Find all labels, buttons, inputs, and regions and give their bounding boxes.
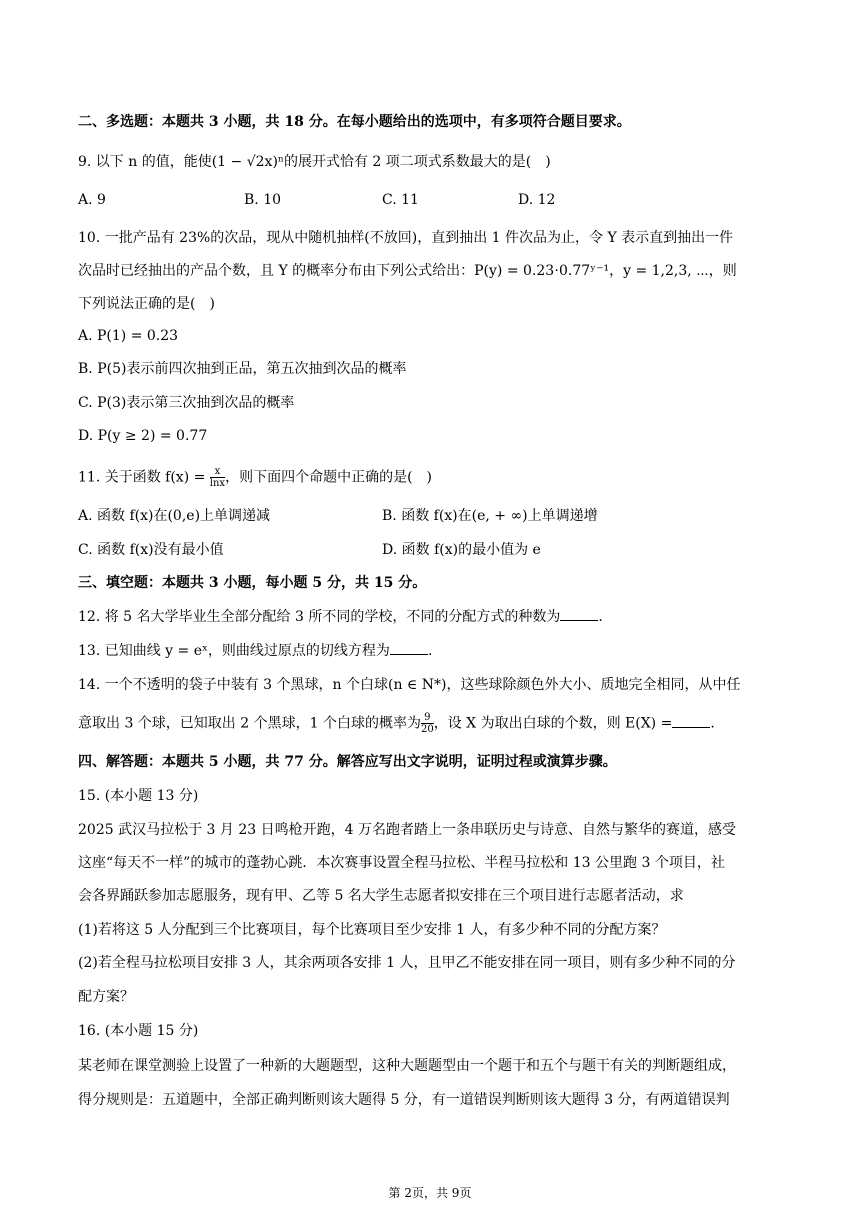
- q16-line: 得分规则是：五道题中，全部正确判断则该大题得 5 分，有一道错误判断则该大题得 3 分，有两道错误判: [78, 1092, 730, 1108]
- q10-stem-line2: 次品时已经抽出的产品个数，且 Y 的概率分布由下列公式给出：P(y) = 0.23⋅0.77ʸ⁻¹，y = 1,2,3, ⋯，则: [78, 263, 737, 279]
- q14-line2: 意取出 3 个球，已知取出 2 个黑球，1 个白球的概率为 $\frac{9}{20}$ ，设 X 为取出白球的个数，则 E(X) = .: [78, 712, 715, 735]
- q10-stem-line3: 下列说法正确的是( ): [78, 296, 215, 312]
- q11-option-d: D. 函数 f(x)的最小值为 e: [382, 542, 541, 558]
- q13: 13. 已知曲线 y = eˣ，则曲线过原点的切线方程为 .: [78, 640, 432, 661]
- section3-header: 三、填空题：本题共 3 小题，每小题 5 分，共 15 分。: [78, 575, 427, 591]
- section2-header: 二、多选题：本题共 3 小题，共 18 分。在每小题给出的选项中，有多项符合题目要求。: [78, 114, 631, 130]
- q11-stem-prefix: 11. 关于函数 f(x) =: [78, 469, 210, 486]
- q9-option-c: C. 11: [382, 192, 419, 208]
- q16-line: 某老师在课堂测验上设置了一种新的大题题型，这种大题题型由一个题干和五个与题干有关的判断题组成，: [78, 1058, 736, 1074]
- q15-line: 2025 武汉马拉松于 3 月 23 日鸣枪开跑，4 万名跑者踏上一条串联历史与诗意、自然与繁华的赛道，感受: [78, 822, 736, 838]
- q9-option-b: B. 10: [244, 192, 282, 208]
- q15-part1: (1)若将这 5 人分配到三个比赛项目，每个比赛项目至少安排 1 人，有多少种不同的分配方案？: [78, 922, 666, 938]
- q14-fraction: [421, 712, 434, 735]
- q14-frac-num: 9: [421, 712, 434, 724]
- q14-line2-prefix: 意取出 3 个球，已知取出 2 个黑球，1 个白球的概率为: [78, 715, 421, 732]
- q9-option-a: A. 9: [78, 192, 106, 208]
- q15-title: 15. (本小题 13 分): [78, 788, 199, 804]
- q11-frac-num: x: [210, 466, 225, 478]
- q14-frac-den: 20: [420, 724, 434, 735]
- q13-text: 13. 已知曲线 y = eˣ，则曲线过原点的切线方程为: [78, 643, 390, 659]
- q14-line1: 14. 一个不透明的袋子中装有 3 个黑球，n 个白球(n ∈ N*)，这些球除颜色外大小、质地完全相同，从中任: [78, 677, 741, 693]
- q15-line: 会各界踊跃参加志愿服务，现有甲、乙等 5 名大学生志愿者拟安排在三个项目进行志愿者活动，求: [78, 888, 684, 904]
- page-footer: 第 2页，共 9页: [388, 1186, 472, 1200]
- q10-stem-line1: 10. 一批产品有 23%的次品，现从中随机抽样(不放回)，直到抽出 1 件次品为止，令 Y 表示直到抽出一件: [78, 230, 734, 246]
- q10-option-d: D. P(y ≥ 2) = 0.77: [78, 428, 208, 444]
- q11-option-c: C. 函数 f(x)没有最小值: [78, 542, 224, 558]
- q12: 12. 将 5 名大学毕业生全部分配给 3 所不同的学校，不同的分配方式的种数为 .: [78, 606, 603, 627]
- q11-stem-suffix: ，则下面四个命题中正确的是( ): [225, 469, 433, 486]
- q15-part2: (2)若全程马拉松项目安排 3 人，其余两项各安排 1 人，且甲乙不能安排在同一项目，则有多少种不同的分: [78, 955, 736, 971]
- q16-title: 16. (本小题 15 分): [78, 1023, 199, 1039]
- q11-frac-den: lnx: [209, 478, 226, 489]
- q10-option-c: C. P(3)表示第三次抽到次品的概率: [78, 395, 295, 411]
- q12-text: 12. 将 5 名大学毕业生全部分配给 3 所不同的学校，不同的分配方式的种数为: [78, 609, 561, 625]
- q11-option-a: A. 函数 f(x)在(0,e)上单调递减: [78, 508, 271, 524]
- q13-answer-blank: [390, 640, 428, 655]
- q9-option-d: D. 12: [518, 192, 556, 208]
- q10-option-b: B. P(5)表示前四次抽到正品，第五次抽到次品的概率: [78, 361, 407, 377]
- q11-option-b: B. 函数 f(x)在(e, + ∞)上单调递增: [382, 508, 598, 524]
- q12-answer-blank: [560, 606, 598, 621]
- q11-fraction: [210, 466, 225, 489]
- q11-stem: [78, 466, 432, 489]
- q15-line: 这座“每天不一样”的城市的蓬勃心跳．本次赛事设置全程马拉松、半程马拉松和 13 公里跑 3 个项目，社: [78, 855, 725, 871]
- q9-stem: 9. 以下 n 的值，能使(1 − √2x)ⁿ的展开式恰有 2 项二项式系数最大的是( ): [78, 154, 551, 170]
- q10-option-a: A. P(1) = 0.23: [78, 328, 179, 344]
- section4-header: 四、解答题：本题共 5 小题，共 77 分。解答应写出文字说明，证明过程或演算步骤。: [78, 754, 617, 770]
- q14-line2-suffix: ，设 X 为取出白球的个数，则 E(X) =: [433, 715, 673, 732]
- q14-answer-blank: [672, 713, 710, 728]
- q15-part2-cont: 配方案？: [78, 989, 134, 1005]
